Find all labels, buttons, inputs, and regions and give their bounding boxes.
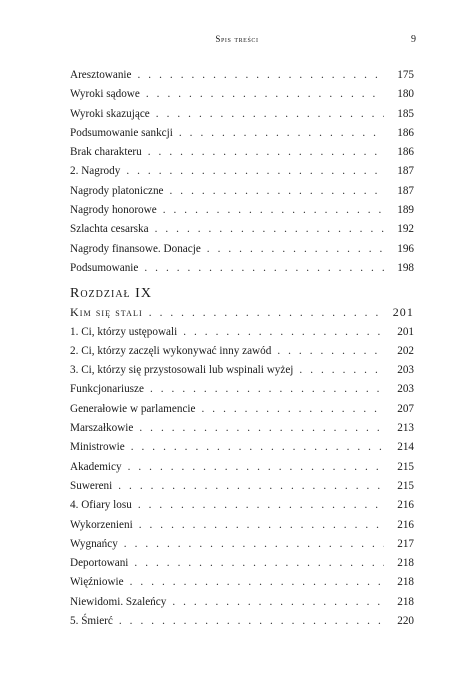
toc-entry [70,516,414,535]
dot-leader [144,259,384,278]
toc-entry-page: 218 [397,557,414,570]
toc-entry [70,182,414,201]
toc-entry-label: Generałowie w parlamencie [70,402,196,415]
chapter-title: Kim się stali [70,305,143,320]
toc-entry [70,535,414,554]
toc-entry-label: 1. Ci, którzy ustępowali [70,325,178,338]
toc-entry [70,458,414,477]
toc-entry-label: Podsumowanie sankcji [70,126,173,139]
toc-entry [70,105,414,124]
dot-leader [128,458,384,477]
toc-entry-label: Marszałkowie [70,422,134,435]
toc-entry-label: 3. Ci, którzy się przystosowali lub wspinali wyżej [70,364,294,377]
dot-leader [172,593,384,612]
toc-entry [70,419,414,438]
dot-leader [183,323,384,342]
toc-entry-page: 187 [397,165,414,178]
chapter-title-row [70,303,414,322]
toc-entry [70,554,414,573]
toc-entry [70,240,414,259]
toc-entry-page: 175 [397,69,414,81]
dot-leader [138,66,384,85]
toc-entry-page: 189 [397,204,414,217]
dot-leader [139,516,384,535]
toc-entry-page: 220 [397,615,414,628]
dot-leader [130,573,384,592]
dot-leader [201,400,384,419]
toc-entry-page: 186 [397,126,414,139]
dot-leader [149,304,384,323]
toc-entry [70,220,414,239]
toc-entry-page: 215 [397,460,414,473]
toc-entry-label: Deportowani [70,557,129,570]
toc-entry-label: Akademicy [70,460,122,473]
toc-entry-page: 180 [397,88,414,101]
toc-entry-label: Podsumowanie [70,261,139,274]
toc-entry-label: Suwereni [70,479,113,492]
toc-entry-label: Wygnańcy [70,537,118,550]
toc-entry-label: Wyroki sądowe [70,88,140,101]
toc-entry [70,201,414,220]
toc-entry-label: Nagrody finansowe. Donacje [70,242,201,255]
toc-entry-label: Więźniowie [70,576,124,589]
dot-leader [150,380,384,399]
toc-entry-page: 207 [397,402,414,415]
toc-entry [70,400,414,419]
toc-entry-label: Ministrowie [70,441,125,454]
dot-leader [119,612,384,631]
toc-entry [70,124,414,143]
dot-leader [146,85,384,104]
toc-entry-label: Nagrody honorowe [70,204,157,217]
toc-entry-page: 192 [397,223,414,236]
toc-entry-page: 198 [397,261,414,274]
toc-entry-page: 185 [397,107,414,120]
toc-entry-label: Wykorzenieni [70,518,133,531]
dot-leader [139,419,384,438]
toc-entry [70,342,414,361]
toc-entry [70,612,414,631]
toc-entry-page: 216 [397,499,414,512]
toc-entry-page: 216 [397,518,414,531]
dot-leader [179,124,384,143]
dot-leader [131,438,384,457]
toc-section-a [70,66,414,278]
toc-entry-label: Niewidomi. Szaleńcy [70,595,167,608]
toc-entry-page: 215 [397,479,414,492]
toc-entry-label: 4. Ofiary losu [70,499,132,512]
dot-leader [138,496,384,515]
toc-entry [70,438,414,457]
dot-leader [148,143,384,162]
toc-entry-label: Aresztowanie [70,69,132,81]
page-number: 9 [411,34,416,45]
dot-leader [170,182,384,201]
toc-entry [70,162,414,181]
toc-entry [70,259,414,278]
toc-entry-page: 213 [397,422,414,435]
table-of-contents [70,66,414,631]
page-header [0,34,474,48]
toc-entry-label: 2. Ci, którzy zaczęli wykonywać inny zawód [70,344,272,357]
toc-entry [70,573,414,592]
toc-entry [70,380,414,399]
toc-entry-page: 203 [397,383,414,396]
toc-entry-page: 214 [397,441,414,454]
toc-entry-page: 196 [397,242,414,255]
toc-entry-page: 218 [397,576,414,589]
toc-entry-page: 203 [397,364,414,377]
dot-leader [156,105,384,124]
toc-entry [70,361,414,380]
dot-leader [126,162,384,181]
toc-entry-label: Brak charakteru [70,146,142,159]
toc-entry-label: Funkcjonariusze [70,383,144,396]
toc-entry-label: Wyroki skazujące [70,107,150,120]
dot-leader [134,554,384,573]
dot-leader [155,220,384,239]
toc-entry [70,323,414,342]
dot-leader [124,535,384,554]
running-title: Spis treści [215,34,259,44]
toc-entry [70,85,414,104]
dot-leader [118,477,384,496]
toc-section-b [70,323,414,632]
dot-leader [277,342,384,361]
toc-entry [70,143,414,162]
toc-entry-label: Nagrody platoniczne [70,184,164,197]
toc-entry [70,593,414,612]
chapter-page: 201 [392,305,414,320]
toc-entry [70,496,414,515]
toc-entry-label: 2. Nagrody [70,165,121,178]
toc-entry [70,66,414,85]
toc-entry [70,477,414,496]
chapter-number: Rozdział IX [70,286,152,302]
toc-entry-page: 218 [397,595,414,608]
dot-leader [207,240,384,259]
toc-entry-page: 202 [397,344,414,357]
toc-entry-page: 217 [397,537,414,550]
toc-entry-page: 186 [397,146,414,159]
toc-entry-page: 201 [397,325,414,338]
dot-leader [299,361,384,380]
toc-entry-page: 187 [397,184,414,197]
toc-entry-label: 5. Śmierć [70,615,113,628]
toc-entry-label: Szlachta cesarska [70,223,149,236]
dot-leader [163,201,384,220]
